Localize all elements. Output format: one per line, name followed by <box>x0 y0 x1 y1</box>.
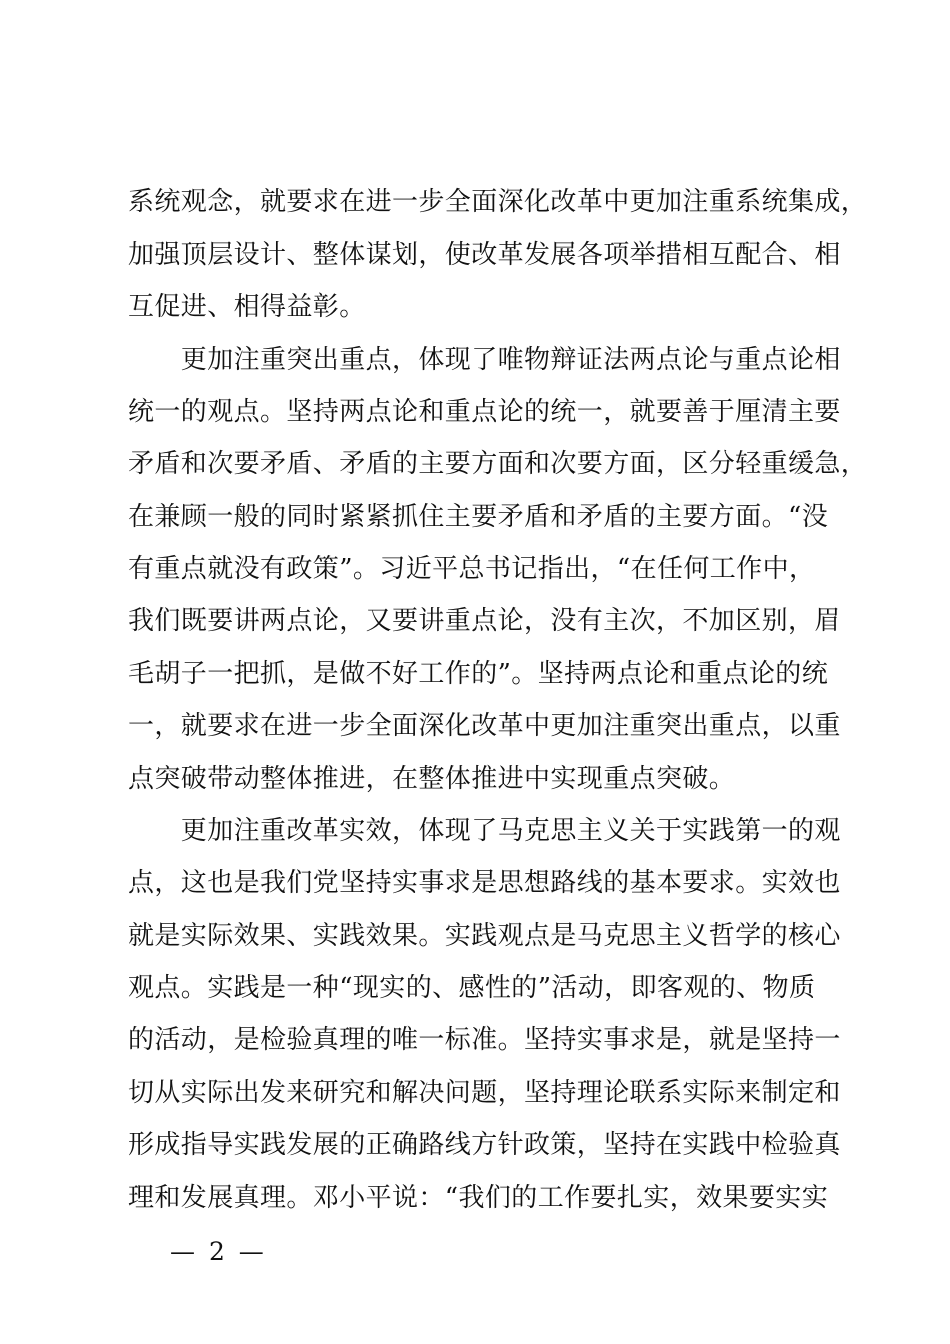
text-line-18: 切从实际出发来研究和解决问题，坚持理论联系实际来制定和 <box>128 1078 841 1108</box>
text-line-17: 的活动，是检验真理的唯一标准。坚持实事求是，就是坚持一 <box>128 1025 841 1055</box>
text-line-19: 形成指导实践发展的正确路线方针政策，坚持在实践中检验真 <box>128 1130 841 1160</box>
text-line-1: 系统观念，就要求在进一步全面深化改革中更加注重系统集成， <box>128 187 868 217</box>
text-line-4: 更加注重突出重点，体现了唯物辩证法两点论与重点论相 <box>128 345 841 375</box>
text-line-20: 理和发展真理。邓小平说：“我们的工作要扎实，效果要实实 <box>128 1183 829 1213</box>
text-line-11: 一，就要求在进一步全面深化改革中更加注重突出重点，以重 <box>128 711 841 741</box>
text-line-5: 统一的观点。坚持两点论和重点论的统一，就要善于厘清主要 <box>128 397 841 427</box>
text-line-2: 加强顶层设计、整体谋划，使改革发展各项举措相互配合、相 <box>128 240 841 270</box>
text-line-15: 就是实际效果、实践效果。实践观点是马克思主义哲学的核心 <box>128 921 841 951</box>
text-line-7: 在兼顾一般的同时紧紧抓住主要矛盾和矛盾的主要方面。“没 <box>128 502 829 532</box>
text-line-13: 更加注重改革实效，体现了马克思主义关于实践第一的观 <box>128 816 841 846</box>
text-line-6: 矛盾和次要矛盾、矛盾的主要方面和次要方面，区分轻重缓急， <box>128 449 868 479</box>
text-line-8: 有重点就没有政策”。习近平总书记指出，“在任何工作中， <box>128 554 816 584</box>
text-line-16: 观点。实践是一种“现实的、感性的”活动，即客观的、物质 <box>128 973 816 1003</box>
text-line-12: 点突破带动整体推进，在整体推进中实现重点突破。 <box>128 764 736 794</box>
text-line-3: 互促进、相得益彰。 <box>128 292 366 322</box>
page-number: — 2 — <box>170 1237 267 1266</box>
text-line-14: 点，这也是我们党坚持实事求是思想路线的基本要求。实效也 <box>128 868 841 898</box>
text-line-9: 我们既要讲两点论，又要讲重点论，没有主次，不加区别，眉 <box>128 606 841 636</box>
text-line-10: 毛胡子一把抓，是做不好工作的”。坚持两点论和重点论的统 <box>128 659 829 689</box>
